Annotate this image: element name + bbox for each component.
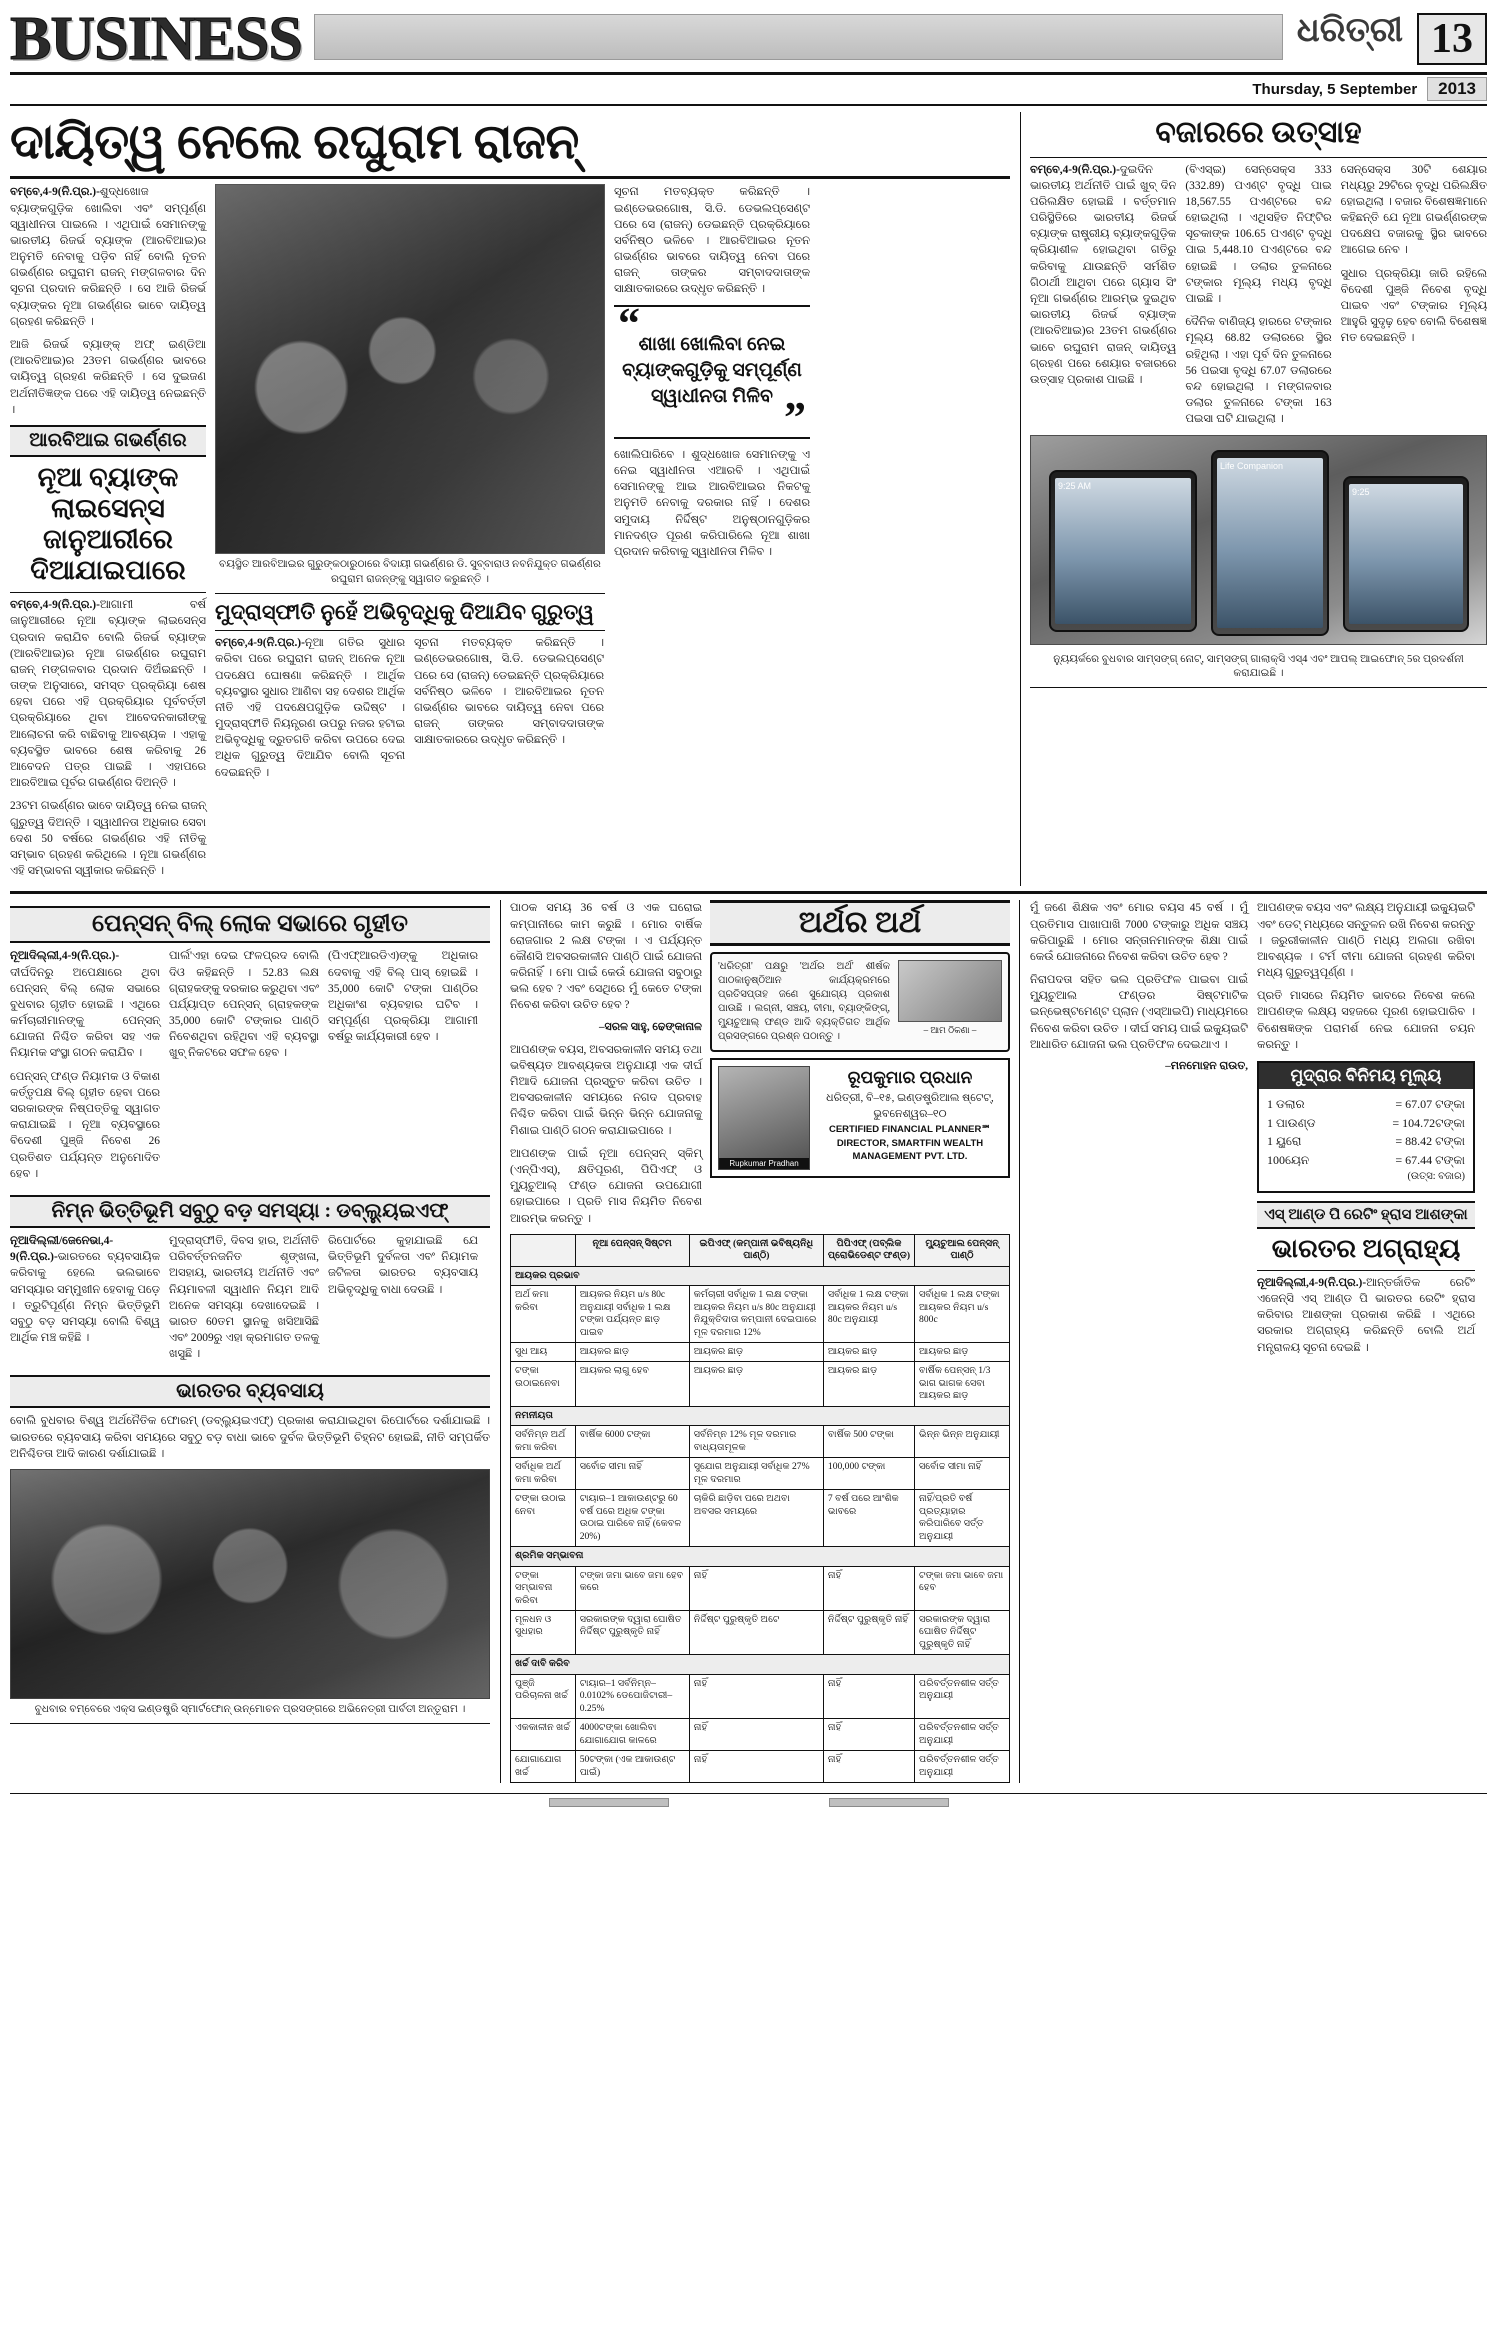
cell: ଟଙ୍କା ଉଠାଇନେବା xyxy=(511,1362,576,1406)
smartphones-caption: ନ୍ୟୁୟର୍କରେ ବୁଧବାର ସାମ୍‌ସଙ୍ଗ୍ ନୋଟ୍, ସାମ୍‌ସଙ୍ଗ୍ ଗାଲାକ୍ସି ଏସ୍‌4 ଏବଂ ଆପଲ୍ ଆଇଫୋନ୍ 5ର ପ୍ରଦର୍ଶନୀ କରାଯାଇଛି । xyxy=(1030,649,1487,689)
planner-info xyxy=(818,1066,1002,1164)
telecom-paragraph: ବୋଲି ବୁଧବାର ବିଶ୍ୱ ଅର୍ଥନୈତିକ ଫୋରମ୍ (ଡବ୍ଲ୍ୟୁଇଏଫ୍) ପ୍ରକାଶ କରାଯାଇଥିବା ରିପୋର୍ଟରେ ଦର୍ଶାଯାଇଛି । ଭାରତରେ ବ୍ୟବସାୟ କରିବା ସମୟରେ ସବୁଠୁ ବଡ଼ ବାଧା ଭାବେ ଦୁର୍ବଳ ଭିତ୍ତିଭୂମି ଚିହ୍ନଟ ହୋଇଛି, ନୀତି ସମ୍ପର୍କିତ ଅନିଶ୍ଚିତତା ଆଦି କାରଣ ଦର୍ଶାଯାଇଛି । xyxy=(10,1415,490,1460)
table-head xyxy=(511,1234,1010,1266)
wef-paragraph-1 xyxy=(10,1233,160,1346)
cell: ଆୟକର ଛାଡ଼ xyxy=(575,1343,689,1362)
page-number: 13 xyxy=(1417,13,1487,65)
footer-strip xyxy=(10,1793,1487,1807)
market-headline: ବଜାରରେ ଉତ୍ସାହ xyxy=(1155,116,1362,149)
cell: ସର୍ବାଧିକ 1 ଲକ୍ଷ ଟଙ୍କା ଆୟକର ନିୟମ u/s 800c xyxy=(915,1286,1010,1343)
pension-paragraph-2: ପେନ୍‌ସନ୍ ଫଣ୍ଡ ନିୟାମକ ଓ ବିକାଶ କର୍ତ୍ତୃପକ୍ଷ ବିଲ୍ ଗୃହୀତ ହେବା ପରେ ସରକାରଙ୍କ ନିଷ୍ପତ୍ତିକୁ ସ୍ୱାଗତ କରାଯାଇଛି । ନୂଆ ବ୍ୟବସ୍ଥାରେ ବିଦେଶୀ ପୁଞ୍ଜି ନିବେଶ 26 ପ୍ରତିଶତ ପର୍ଯ୍ୟନ୍ତ ଅନୁମୋଦିତ ହେବ । xyxy=(10,1070,160,1180)
cell: 4000ଟଙ୍କା ଖୋଲିବା ଯୋଗାଯୋଗ କାଳରେ xyxy=(575,1719,689,1751)
forex-currency: 1 ଡଲାର xyxy=(1267,1097,1305,1112)
cell: 50ଟଙ୍କା (ଏକ ଆକାଉଣ୍ଟ ପାଇଁ) xyxy=(575,1751,689,1783)
cell: ଆୟକର ଲାଗୁ ହେବ xyxy=(575,1362,689,1406)
pension-paragraph-3: ପାର୍ଲ'ଏହା ଦେଇ ଫଳପ୍ରଦ ବୋଲି ଦିଓ କହିଛନ୍ତି । 52.83 ଲକ୍ଷ ଗ୍ରାହକଙ୍କୁ ଦରକାର କରୁଥିବା ଏବଂ ପର୍ଯ୍ୟାପ୍ତ ପେନ୍‌ସନ୍ ଗ୍ରାହକଙ୍କ 35,000 କୋଟି ଟଙ୍କାର ପାଣ୍ଠି ନିବେଶଥିବା ରହିଥିବା ଏହି ବ୍ୟବସ୍ଥା ଖୁବ୍ ନିକଟରେ ସଫଳ ହେବ । xyxy=(169,950,320,1060)
pension-block xyxy=(10,900,490,1783)
cell: ଯୋଗାଯୋଗ ଖର୍ଚ୍ଚ xyxy=(511,1751,576,1783)
cell: ଆୟକର ଛାଡ଼ xyxy=(823,1343,914,1362)
cell: ନାହିଁ xyxy=(823,1566,914,1610)
pension-col-3 xyxy=(328,948,478,1189)
wef-col-2 xyxy=(169,1233,319,1370)
market-col-1 xyxy=(1030,162,1176,435)
cell: ଅର୍ଥ କମା କରିବା xyxy=(511,1286,576,1343)
quote-body-paragraph: ଖୋଲିପାରିବେ । ଶୁଦ୍ଧଖୋଜ ସେମାନଙ୍କୁ ଏ ନେଇ ସ୍ୱାଧୀନତା ଏଆରବି । ଏଥିପାଇଁ ସେମାନଙ୍କୁ ଆଇ ଆରବିଆଇର ନିକଟକୁ ଅନୁମତି ନେବାକୁ ଦରକାର ନାହିଁ । ଦେଶର ସମୁଦାୟ ନିର୍ଦ୍ଦିଷ୍ଟ ଅନୁଷ୍ଠାନଗୁଡ଼ିକର ମାନଦଣ୍ଡ ପୂରଣ କରିପାରିଲେ ନୂଆ ଶାଖା ପ୍ରଦାନ କରିବାକୁ ସ୍ୱାଧୀନତା ମିଳିବ । xyxy=(614,448,810,558)
masthead xyxy=(10,5,1487,75)
cell: କର୍ମଚାରୀ ସର୍ବାଧିକ 1 ଲକ୍ଷ ଟଙ୍କା ଆୟକର ନିୟମ u/s 80c ଅନୁଯାୟୀ ନିଯୁକ୍ତିଦାତା କମ୍ପାନୀ ଦେଇପାରେ ମୂଳ ଦରମାର 12% xyxy=(689,1286,823,1343)
cell: ପରିବର୍ତ୍ତନଶୀଳ ସର୍ତ୍ତ ଅନୁଯାୟୀ xyxy=(915,1751,1010,1783)
cell: ସର୍ବାଧିକ ଅର୍ଥ କମା କରିବା xyxy=(511,1458,576,1490)
th-2: ଇପିଏଫ୍ (କମ୍ପାନୀ ଭବିଷ୍ୟନିଧି ପାଣ୍ଠି) xyxy=(689,1234,823,1266)
pension-paragraph-4: (ପିଏଫ୍‌ଆରଡିଏ)ଙ୍କୁ ଅଧିକାର ଦେବାକୁ ଏହି ବିଲ୍ ପାସ୍ ହୋଇଛି । 35,000 କୋଟି ଟଙ୍କା ପାଣ୍ଠିର ଅଧିକାଂଶ ବ୍ୟବହାର ଘଟିବ । ସମ୍ପୂର୍ଣ୍ଣ ପ୍ରକ୍ରିୟା ଆଗାମୀ ବର୍ଷରୁ କାର୍ଯ୍ୟକାରୀ ହେବ । xyxy=(328,950,478,1044)
wef-col-3 xyxy=(328,1233,478,1370)
cell: ଟାୟାର–1 ଆକାଉଣ୍ଟରୁ 60 ବର୍ଷ ପରେ ଅଧିକ ଟଙ୍କା ଉଠାଇ ପାରିବେ ନାହିଁ (କେବଳ 20%) xyxy=(575,1490,689,1547)
cell: ସର୍ବୋଚ୍ଚ ସୀମା ନାହିଁ xyxy=(915,1458,1010,1490)
cell: ଆୟକର ଛାଡ଼ xyxy=(915,1343,1010,1362)
forex-row xyxy=(1267,1151,1465,1170)
masthead-brand-odia: ଧରିତ୍ରୀ xyxy=(1296,12,1403,49)
cell: ନାହିଁ/ପ୍ରତି ବର୍ଷ ପ୍ରତ୍ୟାହାର କରିପାରିବେ ସର୍ତ୍ତ ଅନୁଯାୟୀ xyxy=(915,1490,1010,1547)
advice-answer-2: ଆପଣଙ୍କ ପାଇଁ ନୂଆ ପେନ୍‌ସନ୍ ସ୍କିମ୍ (ଏନ୍‌ପିଏସ୍), କ୍ଷତିପୂରଣ, ପିପିଏଫ୍ ଓ ମ୍ୟୁଚୁଆଲ୍ ଫଣ୍ଡ ଯୋଜନା ଉପଯୋଗୀ ହୋଇପାରେ । ପ୍ରତି ମାସ ନିୟମିତ ନିବେଶ ଆରମ୍ଭ କରନ୍ତୁ । xyxy=(510,1147,702,1225)
cell: ନାହିଁ xyxy=(689,1566,823,1610)
reader-answer-3: ଆପଣଙ୍କ ବୟସ ଏବଂ ଲକ୍ଷ୍ୟ ଅନୁଯାୟୀ ଇକ୍ୟୁଇଟି ଏବଂ ଡେଟ୍ ମଧ୍ୟରେ ସନ୍ତୁଳନ ରଖି ନିବେଶ କରନ୍ତୁ । ଜରୁରୀକାଳୀନ ପାଣ୍ଠି ମଧ୍ୟ ଅଲଗା ରଖିବା ଆବଶ୍ୟକ । ଟର୍ମ ବୀମା ଯୋଜନା ଗ୍ରହଣ କରିବା ମଧ୍ୟ ଗୁରୁତ୍ୱପୂର୍ଣ୍ଣ । xyxy=(1257,902,1475,980)
rupee-seal-icon xyxy=(898,960,1002,1022)
cell: ବାର୍ଷିକ 6000 ଟଙ୍କା xyxy=(575,1426,689,1458)
market-col-3 xyxy=(1341,162,1487,435)
right-rail-col-1 xyxy=(1030,900,1248,1362)
market-story-block xyxy=(1020,112,1487,886)
advice-question: ପାଠକ ସମୟ 36 ବର୍ଷ ଓ ଏକ ଘରୋଇ କମ୍ପାନୀରେ କାମ କରୁଛି । ମୋର ବାର୍ଷିକ ରୋଜଗାର 2 ଲକ୍ଷ ଟଙ୍କା । ଏ ପର୍ଯ୍ୟନ୍ତ କୌଣସି ଅବସରକାଳୀନ ପାଣ୍ଠି ପାଇଁ ଯୋଜନା କରିନାହିଁ । ମୋ ପାଇଁ କେଉଁ ଯୋଜନା ସବୁଠାରୁ ଭଲ ହେବ ? ଏବଂ ସେଥିରେ ମୁଁ କେତେ ଟଙ୍କା ନିବେଶ କରିବା ଉଚିତ ହେବ ? xyxy=(510,902,702,1012)
cell: ସୁଧ ଆୟ xyxy=(511,1343,576,1362)
table-row xyxy=(511,1674,1010,1718)
pension-p1-text: ଦୀର୍ଘଦିନରୁ ଅପେକ୍ଷାରେ ଥିବା ପେନ୍‌ସନ୍ ବିଲ୍ ଲୋକ ସଭାରେ ବୁଧବାର ଗୃହୀତ ହୋଇଛି । ଏଥିରେ କର୍ମଚାରୀମାନଙ୍କୁ ପେନ୍‌ସନ୍ ଯୋଜନା ନିଶ୍ଚିତ କରିବା ସହ ଏକ ନିୟାମକ ସଂସ୍ଥା ଗଠନ କରାଯିବ । xyxy=(10,966,160,1060)
cell: ପରିବର୍ତ୍ତନଶୀଳ ସର୍ତ୍ତ ଅନୁଯାୟୀ xyxy=(915,1674,1010,1718)
lead-paragraph-1 xyxy=(10,184,206,330)
table-header-row xyxy=(511,1234,1010,1266)
issue-year: 2013 xyxy=(1427,77,1487,101)
cell: ଭିନ୍ନ ଭିନ୍ନ ଅନୁଯାୟୀ xyxy=(915,1426,1010,1458)
cell: ଚାକିରି ଛାଡ଼ିବା ପରେ ଅଥବା ଅବସର ସମୟରେ xyxy=(689,1490,823,1547)
lead-story-block xyxy=(10,112,1010,886)
wef-paragraph-2: ମୁଦ୍ରାସ୍ଫୀତି, ଦିବସ ହାର, ଅର୍ଥନୀତି ପରିବର୍ତ୍ତନଜନିତ ଶୃଙ୍ଖଳା, ଅସହାୟ, ଭାରତୀୟ ଅର୍ଥନୀତି ଏବଂ ନିୟମାବଳୀ ସ୍ୱାଧୀନ ନିୟମ ଆଦି ଅନେକ ସମସ୍ୟା ଦେଖାଦେଇଛି । ଭାରତ 60ତମ ସ୍ଥାନକୁ ଖସିଆସିଛି ଏବଂ 2009ରୁ ଏହା କ୍ରମାଗତ ତଳକୁ ଖସୁଛି । xyxy=(169,1234,319,1361)
market-paragraph-1 xyxy=(1030,162,1176,389)
cell: ଆୟକର ଛାଡ଼ xyxy=(689,1343,823,1362)
table-row xyxy=(511,1490,1010,1547)
sp-rating-text: ଆନ୍ତର୍ଜାତିକ ରେଟିଂ ଏଜେନ୍ସି ଏସ୍ ଆଣ୍ଡ ପି ଭାରତର ରେଟିଂ ହ୍ରାସ କରିବାର ଆଶଙ୍କା ପ୍ରକାଶ କରିଛି । ଏଥିରେ ସରକାର ଅଗ୍ରାହ୍ୟ କରିଛନ୍ତି ବୋଲି ଅର୍ଥ ମନ୍ତ୍ରାଳୟ ସୂଚନା ଦେଇଛି । xyxy=(1257,1276,1475,1354)
cell: ଏକକାଳୀନ ଖର୍ଚ୍ଚ xyxy=(511,1719,576,1751)
lead-column-2 xyxy=(215,184,605,886)
forex-row xyxy=(1267,1095,1465,1114)
section-title-3: ଖର୍ଚ୍ଚ ଦାବି କରିବ xyxy=(511,1655,1010,1674)
forex-source-note: (ଉତ୍ସ: ବଜାର) xyxy=(1407,1171,1465,1183)
cell: ସର୍ବନିମ୍ନ 12% ମୂଳ ଦରମାର ବାଧ୍ୟତାମୂଳକ xyxy=(689,1426,823,1458)
cell: ସର୍ବାଧିକ 1 ଲକ୍ଷ ଟଙ୍କା ଆୟକର ନିୟମ u/s 80c ଅନୁଯାୟୀ xyxy=(823,1286,914,1343)
forex-currency: 100ୟେନ xyxy=(1267,1152,1310,1167)
planner-card xyxy=(710,1058,1010,1178)
cell: ବାର୍ଷିକ 500 ଟଙ୍କା xyxy=(823,1426,914,1458)
advice-block xyxy=(500,900,1020,1783)
footer-mark-right xyxy=(829,1798,949,1807)
forex-value: = 88.42 ଟଙ୍କା xyxy=(1395,1134,1465,1149)
pull-quote-text: ଶାଖା ଖୋଲିବା ନେଇ ବ୍ୟାଙ୍କଗୁଡ଼ିକୁ ସମ୍ପୂର୍ଣ୍ଣ ସ୍ୱାଧୀନତା ମିଳିବ xyxy=(622,334,802,407)
phone-galaxy-screen: Life Companion xyxy=(1217,458,1323,628)
advice-question-col xyxy=(510,900,702,1233)
planner-name: ରୂପକୁମାର ପ୍ରଧାନ xyxy=(847,1068,973,1088)
dateline-bar xyxy=(10,75,1487,106)
forex-row xyxy=(1267,1132,1465,1151)
quote-lead-paragraph: ସୂଚନା ମତବ୍ୟକ୍ତ କରିଛନ୍ତି । ଇଣ୍ଡେଭରଗୋଷ, ସି.ଡି. ଡେଭଲପ୍‌ସେଣ୍ଟ ପରେ ସେ (ରାଜନ୍) ଡେଇଛନ୍ତି ପ୍ରକ୍ରିୟାରେ ସର୍ବନିଷ୍ଠ ଭଳିବେ । ଆରବିଆଇର ନୂତନ ଗଭର୍ଣ୍ଣର ଭାବରେ ଦାୟିତ୍ୱ ନେବା ପରେ ରାଜନ୍ ତାଙ୍କର ସମ୍ବାଦଦାତାଙ୍କ ସାକ୍ଷାତକାରରେ ଉଦ୍ଧୃତ କରିଛନ୍ତି । xyxy=(614,186,810,296)
cell: ଟାୟାର–1 ସର୍ବନିମ୍ନ–0.0102% ଡେପୋଜିଟାରୀ–0.25% xyxy=(575,1674,689,1718)
bank-licence-subhead: ନୂଆ ବ୍ୟାଙ୍କ ଲାଇସେନ୍ସ ଜାନୁଆରୀରେ ଦିଆଯାଇପାରେ xyxy=(30,461,186,586)
advice-invite-text: 'ଧରିତ୍ରୀ' ପକ୍ଷରୁ 'ଅର୍ଥର ଅର୍ଥ' ଶୀର୍ଷକ ପାଠକାନୁଷ୍ଠିଆନ କାର୍ଯ୍ୟକ୍ରମରେ ପ୍ରତିସପ୍ତାହ ଜଣେ ସୁଯୋଗ୍ୟ ପ୍ରକାଶ ପାଉଛି । ଲଗ୍ନୀ, ସଞ୍ଚୟ, ବୀମା, ବ୍ୟାଙ୍କିଙ୍ଗ୍, ମ୍ୟୁଚୁଆଲ୍ ଫଣ୍ଡ ଆଦି ବ୍ୟକ୍ତିଗତ ଆର୍ଥିକ ପ୍ରସଙ୍ଗରେ ପ୍ରଶ୍ନ ପଠାନ୍ତୁ । xyxy=(718,961,890,1043)
inflation-col-a xyxy=(215,635,405,788)
table-row xyxy=(511,1362,1010,1406)
wef-col-1 xyxy=(10,1233,160,1370)
right-rail xyxy=(1030,900,1486,1783)
cell: ପୁଞ୍ଜି ପରିଚାଳନା ଖର୍ଚ୍ଚ xyxy=(511,1674,576,1718)
quote-close-icon: ” xyxy=(784,393,806,443)
planner-address: ଧରିତ୍ରୀ, ବି–୧୫, ଇଣ୍ଡଷ୍ଟ୍ରିଆଲ ଷ୍ଟେଟ୍, ଭୁବନେଶ୍ୱର–୧୦ xyxy=(826,1091,994,1120)
forex-value: = 67.07 ଟଙ୍କା xyxy=(1395,1097,1465,1112)
table-row xyxy=(511,1426,1010,1458)
cell: ଟଙ୍କା ଜମା ଭାବେ ଜମା ହେବ କରେ xyxy=(575,1566,689,1610)
planner-credential: CERTIFIED FINANCIAL PLANNER℠ xyxy=(828,1123,992,1135)
table-section-row xyxy=(511,1266,1010,1285)
licence-dateline: ବମ୍ବେ,4-9(ନି.ପ୍ର.)- xyxy=(10,599,100,612)
planner-title: DIRECTOR, SMARTFIN WEALTH MANAGEMENT PVT. LTD. xyxy=(836,1137,984,1163)
smartphone-launch-photo xyxy=(10,1469,490,1699)
th-0 xyxy=(511,1234,576,1266)
table-row xyxy=(511,1286,1010,1343)
telecom-headline: ଭାରତର ବ୍ୟବସାୟ xyxy=(10,1375,490,1408)
sp-rating-paragraph xyxy=(1257,1275,1475,1356)
pension-headline: ପେନ୍‌ସନ୍ ବିଲ୍ ଲୋକ ସଭାରେ ଗୃହୀତ xyxy=(10,906,490,943)
cell: ଟଙ୍କା ସମ୍ଭାବନା କରିବା xyxy=(511,1566,576,1610)
market-paragraph-4: ଦୈନିକ ବାଣିଜ୍ୟ ହାରରେ ଟଙ୍କାର ମୂଲ୍ୟ 68.82 ଡଲାରରେ ସ୍ଥିର ରହିଥିଲା । ଏହା ପୂର୍ବ ଦିନ ତୁଳନାରେ 56 ପଇସା ବୃଦ୍ଧି 67.07 ଡଲାରରେ ବନ୍ଦ ହୋଇଥିଲା । ମଙ୍ଗଳବାର ଡଲାର ତୁଳନାରେ ଟଙ୍କା 163 ପଇସା ଘଟି ଯାଇଥିଲା । xyxy=(1185,316,1332,426)
lead-dateline: ବମ୍ବେ,4-9(ନି.ପ୍ର.)- xyxy=(10,186,100,199)
reader-question-2: ମୁଁ ଜଣେ ଶିକ୍ଷକ ଏବଂ ମୋର ବୟସ 45 ବର୍ଷ । ମୁଁ ପ୍ରତିମାସ ପାଖାପାଖି 7000 ଟଙ୍କାରୁ ଅଧିକ ସଞ୍ଚୟ କରିପାରୁଛି । ମୋର ସନ୍ତାନମାନଙ୍କ ଶିକ୍ଷା ପାଇଁ କେଉଁ ଯୋଜନାରେ ନିବେଶ କରିବା ଉଚିତ ହେବ ? xyxy=(1030,902,1248,963)
masthead-title: BUSINESS xyxy=(10,5,302,73)
th-1: ନୂଆ ପେନ୍‌ସନ୍ ସିଷ୍ଟମ xyxy=(575,1234,689,1266)
advice-question-signature: –ସରଳ ସାହୁ, ଢେଙ୍କାନାଳ xyxy=(599,1020,702,1033)
cell: ସର୍ବୋଚ୍ଚ ସୀମା ନାହିଁ xyxy=(575,1458,689,1490)
table-row xyxy=(511,1610,1010,1654)
right-rail-col-2 xyxy=(1257,900,1475,1362)
forex-rates-body xyxy=(1259,1089,1473,1191)
advice-brand-col xyxy=(710,900,1010,1233)
cell: ନାହିଁ xyxy=(823,1674,914,1718)
planner-photo xyxy=(718,1066,810,1170)
advice-seal xyxy=(898,960,1002,1044)
inflation-p1-text: ନୂଆ ଗତିର ସୁଧାର କରିବା ପରେ ରଘୁରାମ ରାଜନ୍ ଅନେକ ନୂଆ ପଦକ୍ଷେପ ଘୋଷଣା କରିଛନ୍ତି । ଆର୍ଥିକ ବ୍ୟବସ୍ଥାର ସୁଧାର ଆଣିବା ସହ ଦେଶର ଆର୍ଥିକ ନୀତି ଏହି ପଦକ୍ଷେପଗୁଡ଼ିକ ଉଦ୍ଦିଷ୍ଟ । ମୁଦ୍ରାସ୍ଫୀତି ନିୟନ୍ତ୍ରଣ ଉପରୁ ନଜର ହଟାଇ ଅଭିବୃଦ୍ଧିକୁ ଦ୍ରୁତଗତି କରିବା ଉପରେ ଦେଇ ଅଧିକ ଗୁରୁତ୍ୱ ଦିଆଯିବ ବୋଲି ସୂଚନା ଦେଇଛନ୍ତି । xyxy=(215,637,405,779)
cell: ସର୍ବନିମ୍ନ ଅର୍ଥ କମା କରିବା xyxy=(511,1426,576,1458)
pull-quote xyxy=(614,298,810,443)
lead-paragraph-2: ଆଜି ରିଜର୍ଭ ବ୍ୟାଙ୍କ୍ ଅଫ୍ ଇଣ୍ଡିଆ (ଆରବିଆଇ)ର 23ତମ ଗଭର୍ଣ୍ଣର ଭାବରେ ଦାୟିତ୍ୱ ଗ୍ରହଣ କରିଛନ୍ତି । ସେ ଦୁଇଜଣ ଅର୍ଥନୀତିଜ୍ଞଙ୍କ ପରେ ଏହି ଦାୟିତ୍ୱ ନେଇଛନ୍ତି । xyxy=(10,339,206,416)
wef-headline: ନିମ୍ନ ଭିତ୍ତିଭୂମି ସବୁଠୁ ବଡ଼ ସମସ୍ୟା : ଡବ୍ଲ୍ୟୁଇଏଫ୍ xyxy=(10,1195,490,1228)
forex-row xyxy=(1267,1114,1465,1133)
market-dateline: ବମ୍ବେ,4-9(ନି.ପ୍ର.)- xyxy=(1030,163,1120,176)
section-title-1: ନମନୀୟତା xyxy=(511,1406,1010,1425)
market-col-2 xyxy=(1185,162,1331,435)
inflation-dateline: ବମ୍ବେ,4-9(ନି.ପ୍ର.)- xyxy=(215,637,305,650)
top-section xyxy=(10,112,1487,886)
pension-paragraph-1 xyxy=(10,948,160,1061)
advice-address-label: – ଆମ ଠିକଣା – xyxy=(923,1025,977,1036)
cell: ମୂଳଧନ ଓ ସୁଧହାର xyxy=(511,1610,576,1654)
phone-note-screen: 9:25 AM xyxy=(1055,478,1191,624)
rbi-handover-caption: ବୟସ୍ଥିତ ଆରବିଆଇର ଗୁରୁଙ୍କଠାରୁଠାରେ ବିଦାୟୀ ଗଭର୍ଣ୍ଣର ଡି. ସୁବ୍ବାରାଓ ନବନିଯୁକ୍ତ ଗଭର୍ଣ୍ଣର ରଘୁରାମ ରାଜନ୍‌ଙ୍କୁ ସ୍ୱାଗତ କରୁଛନ୍ତି । xyxy=(215,554,605,594)
forex-currency: 1 ୟୁରୋ xyxy=(1267,1134,1302,1149)
sp-rating-dateline: ନୂଆଦିଲ୍ଲୀ,4-9(ନି.ପ୍ର.)- xyxy=(1257,1276,1367,1289)
cell: ଆୟକର ଛାଡ଼ xyxy=(689,1362,823,1406)
th-3: ପିପିଏଫ୍ (ପବ୍ଲିକ ପ୍ରୋଭିଡେଣ୍ଟ ଫଣ୍ଡ) xyxy=(823,1234,914,1266)
sp-rating-kicker: ଏସ୍ ଆଣ୍ଡ ପି ରେଟିଂ ହ୍ରାସ ଆଶଙ୍କା xyxy=(1257,1201,1475,1229)
table-section-row xyxy=(511,1547,1010,1566)
licence-paragraph-2: 23ଟମ ଗଭର୍ଣ୍ଣର ଭାବେ ଦାୟିତ୍ୱ ନେଇ ରାଜନ୍ ଗୁରୁତ୍ୱ ଦିଅନ୍ତି । ସ୍ୱାଧୀନତା ଅଧିକାର ସେବା ଦେଶ 50 ବର୍ଷରେ ଗଭର୍ଣ୍ଣର ଏହି ନୀତିକୁ ସମ୍ଭାବ ଗ୍ରହଣ କରିଥିଲେ । ନୂଆ ଗଭର୍ଣ୍ଣର ଏହି ସମ୍ଭାବନା ସ୍ୱୀକାର କରିଛନ୍ତି । xyxy=(10,800,206,878)
planner-photo-name: Rupkumar Pradhan xyxy=(719,1158,809,1169)
table-section-row xyxy=(511,1655,1010,1674)
table-row xyxy=(511,1719,1010,1751)
wef-dateline: ନୂଆଦିଲ୍ଲୀ/ଜେନେଭା,4-9(ନି.ପ୍ର.)- xyxy=(10,1234,114,1264)
pension-col-2 xyxy=(169,948,319,1189)
inflation-paragraph-1 xyxy=(215,635,405,781)
cell: ବାର୍ଷିକ ପେନ୍‌ସନ୍ 1/3 ଭାଗ ଭାଗକ ସେବା ଆୟକର ଛାଡ଼ xyxy=(915,1362,1010,1406)
cell: ନାହିଁ xyxy=(689,1674,823,1718)
masthead-decor-bar xyxy=(314,14,1283,60)
market-paragraph-2: (ବିଏସ୍‌ଇ) ସେନ୍‌ସେକ୍‌ସ 333 (332.89) ପଏଣ୍ଟ ବୃଦ୍ଧି ପାଇ 18,567.55 ପଏଣ୍ଟରେ ବନ୍ଦ ହୋଇଥିଲା । ଏଥିସହିତ ନିଫ୍‌ଟିର ସୂଚକାଙ୍କ 106.65 ପଏଣ୍ଟ ବୃଦ୍ଧି ପାଇ 5,448.10 ପଏଣ୍ଟରେ ବନ୍ଦ ହୋଇଛି । ଡଲାର ତୁଳନାରେ ଟଙ୍କାର ମୂଲ୍ୟ ମଧ୍ୟ ବୃଦ୍ଧି ପାଇଛି । xyxy=(1185,163,1332,305)
cell: ନାହିଁ xyxy=(689,1751,823,1783)
advice-section-title: ଅର୍ଥର ଅର୍ଥ xyxy=(710,900,1010,946)
market-paragraph-3: ସେନ୍‌ସେକ୍‌ସ 30ଟି ଶେୟାର ମଧ୍ୟରୁ 29ଟିରେ ବୃଦ୍ଧି ପରିଲକ୍ଷିତ ହୋଇଥିଲା । ବଜାର ବିଶେଷଜ୍ଞମାନେ କହିଛନ୍ତି ଯେ ନୂଆ ଗଭର୍ଣ୍ଣରଙ୍କ ପଦକ୍ଷେପ ବଜାରକୁ ସ୍ଥିର ଭାବରେ ଆଗେଇ ନେବ । xyxy=(1340,163,1487,257)
pension-col-1 xyxy=(10,948,160,1189)
cell: ଟଙ୍କା ଉଠାଇ ନେବା xyxy=(511,1490,576,1547)
cell: ସୁଯୋଗ ଅନୁଯାୟୀ ସର୍ବାଧିକ 27% ମୂଳ ଦରମାର xyxy=(689,1458,823,1490)
middle-section xyxy=(10,900,1487,1783)
advice-invite-box xyxy=(710,952,1010,1052)
forex-value: = 104.72ଟଙ୍କା xyxy=(1392,1115,1465,1130)
sp-rating-headline: ଭାରତର ଅଗ୍ରାହ୍ୟ xyxy=(1271,1233,1461,1263)
table-row xyxy=(511,1751,1010,1783)
wef-p1-text: ଭାରତରେ ବ୍ୟବସାୟିକ କରିବାକୁ ହେଲେ ଭଲଭାବେ ସମସ୍ୟାର ସମ୍ମୁଖୀନ ହେବାକୁ ପଡ଼େ । ତ୍ରୁଟିପୂର୍ଣ୍ଣ ନିମ୍ନ ଭିତ୍ତିଭୂମି ସବୁଠୁ ବଡ଼ ସମସ୍ୟା ବୋଲି ବିଶ୍ୱ ଆର୍ଥିକ ମଞ୍ଚ କହିଛି । xyxy=(10,1251,160,1345)
table-section-row xyxy=(511,1406,1010,1425)
smartphone-launch-caption: ବୁଧବାର ବମ୍ବେରେ ଏକ୍ସ ଇଣ୍ଡଷ୍ଟ୍ରି ସ୍ମାର୍ଟଫୋନ୍ ଉନ୍ମୋଚନ ପ୍ରସଙ୍ଗରେ ଅଭିନେତ୍ରୀ ପାର୍ବତୀ ଅନ୍ତୂରାମ । xyxy=(10,1699,490,1724)
cell: 100,000 ଟଙ୍କା xyxy=(823,1458,914,1490)
rbi-governor-boxhead: ଆରବିଆଇ ଗଭର୍ଣ୍ଣର xyxy=(10,425,206,457)
cell: ଟଙ୍କା ଜମା ଭାବେ ଜମା ହେବ xyxy=(915,1566,1010,1610)
table-row xyxy=(511,1343,1010,1362)
forex-currency: 1 ପାଉଣ୍ଡ xyxy=(1267,1115,1316,1130)
cell: ନାହିଁ xyxy=(823,1719,914,1751)
section-title-0: ଆୟକର ପ୍ରଭାବ xyxy=(511,1266,1010,1285)
inflation-growth-subhead: ମୁଦ୍ରାସ୍ଫୀତି ନୁହେଁ ଅଭିବୃଦ୍ଧିକୁ ଦିଆଯିବ ଗୁରୁତ୍ୱ xyxy=(215,599,595,624)
reader-signature-2: –ମନମୋହନ ରାଉତ, xyxy=(1165,1060,1248,1073)
issue-date: Thursday, 5 September xyxy=(1252,80,1418,98)
licence-paragraph-1 xyxy=(10,597,206,791)
licence-p1-text: ଆଗାମୀ ବର୍ଷ ଜାନୁଆରୀରେ ନୂଆ ବ୍ୟାଙ୍କ ଲାଇସେନ୍ସ ପ୍ରଦାନ କରାଯିବ ବୋଲି ରିଜର୍ଭ ବ୍ୟାଙ୍କ (ଆରବିଆଇ)ର ନୂଆ ଗଭର୍ଣ୍ଣର ରଘୁରାମ ରାଜନ୍ ମଙ୍ଗଳବାର ପ୍ରଦାନ ଦିଅଁଇଛନ୍ତି । ତାଙ୍କ ଅନୁସାରେ, ସମସ୍ତ ପ୍ରକ୍ରିୟା ଶେଷ ହେବା ପରେ ଏହି ପ୍ରକ୍ରିୟାର ପୂର୍ବବର୍ତ୍ତୀ ପ୍ରକ୍ରିୟାରେ ଥିବା ଆବେଦନକାରୀଙ୍କୁ ଆଲୋଚନା କରି ବାଛିବାକୁ ଆବଶ୍ୟକ । ଏହାକୁ ବ୍ୟବସ୍ଥିତ ଭାବରେ ଶେଷ କରିବାକୁ 26 ଆବେଦନ ପତ୍ର ପାଇଛି । ଏହାପରେ ଆରବିଆଇ ପୂର୍ବର ଗଭର୍ଣ୍ଣର ଦିଅନ୍ତି । xyxy=(10,599,206,790)
table-body xyxy=(511,1266,1010,1782)
section-title-2: ଶ୍ରମିକ ସମ୍ଭାବନା xyxy=(511,1547,1010,1566)
reader-answer-4: ପ୍ରତି ମାସରେ ନିୟମିତ ଭାବରେ ନିବେଶ କଲେ ଆପଣଙ୍କ ଲକ୍ଷ୍ୟ ସହଜରେ ପୂରଣ ହୋଇପାରିବ । ବିଶେଷଜ୍ଞଙ୍କ ପରାମର୍ଶ ନେଇ ଯୋଜନା ଚୟନ କରନ୍ତୁ । xyxy=(1257,990,1475,1051)
phone-iphone xyxy=(1343,476,1469,632)
phone-note xyxy=(1049,470,1197,632)
cell: 7 ବର୍ଷ ପରେ ଆଂଶିକ ଭାବରେ xyxy=(823,1490,914,1547)
footer-mark-left xyxy=(549,1798,669,1807)
cell: ଆୟକର ନିୟମ u/s 80c ଅନୁଯାୟୀ ସର୍ବାଧିକ 1 ଲକ୍ଷ ଟଙ୍କା ପର୍ଯ୍ୟନ୍ତ ଛାଡ଼ ପାଇବ xyxy=(575,1286,689,1343)
quote-open-icon: “ xyxy=(618,298,640,348)
lead-p1-text: ଶୁଦ୍ଧଖୋଜ ବ୍ୟାଙ୍କଗୁଡ଼ିକ ଖୋଲିବା ଏବଂ ସମ୍ପୂର୍ଣ୍ଣ ସ୍ୱାଧୀନତା ପାଇଲେ । ଏଥିପାଇଁ ସେମାନଙ୍କୁ ଭାରତୀୟ ରିଜର୍ଭ ବ୍ୟାଙ୍କ (ଆରବିଆଇ)ର ଅନୁମତି ନେବାକୁ ପଡ଼ିବ ନାହିଁ ବୋଲି ନୂତନ ଗଭର୍ଣ୍ଣର ରଘୁରାମ ରାଜନ୍ ମଙ୍ଗଳବାର ଦିନ ସୂଚନା ପ୍ରଦାନ କରିଛନ୍ତି । ସେ ଆଜି ରିଜର୍ଭ ବ୍ୟାଙ୍କର ନୂଆ ଗଭର୍ଣ୍ଣର ଭାବେ ଦାୟିତ୍ୱ ଗ୍ରହଣ କରିଛନ୍ତି । xyxy=(10,186,206,328)
pension-dateline: ନୂଆଦିଲ୍ଲୀ,4-9(ନି.ପ୍ର.)- xyxy=(10,950,120,963)
cell: ନାହିଁ xyxy=(689,1719,823,1751)
th-4: ମ୍ୟୁଚୁଆଲ ପେନ୍‌ସନ୍ ପାଣ୍ଠି xyxy=(915,1234,1010,1266)
lead-column-3 xyxy=(614,184,810,886)
pension-comparison-table xyxy=(510,1234,1010,1783)
forex-value: = 67.44 ଟଙ୍କା xyxy=(1395,1152,1465,1167)
advice-answer-1: ଆପଣଙ୍କ ବୟସ, ଅବସରକାଳୀନ ସମୟ ତଥା ଭବିଷ୍ୟତ ଆବଶ୍ୟକତା ଅନୁଯାୟୀ ଏକ ଦୀର୍ଘ ମିଆଦି ଯୋଜନା ପ୍ରସ୍ତୁତ କରିବା ଉଚିତ । ଅବସରକାଳୀନ ସମୟରେ ନଗଦ ପ୍ରବାହ ନିଶ୍ଚିତ କରିବା ପାଇଁ ଭିନ୍ନ ଭିନ୍ନ ଯୋଜନାକୁ ମିଶାଇ ପାଣ୍ଠି ଗଠନ କରାଯାଇପାରେ । xyxy=(510,1043,702,1137)
rbi-handover-photo xyxy=(215,184,605,554)
cell: ନିର୍ଦ୍ଦିଷ୍ଟ ପୁରୁଷ୍କୃତି ଅଟେ xyxy=(689,1610,823,1654)
cell: ନିର୍ଦ୍ଦିଷ୍ଟ ପୁରୁଷ୍କୃତି ନାହିଁ xyxy=(823,1610,914,1654)
wef-paragraph-3: ରିପୋର୍ଟରେ କୁହାଯାଇଛି ଯେ ଭିତ୍ତିଭୂମି ଦୁର୍ବଳତା ଏବଂ ନିୟାମକ ଜଟିଳତା ଭାରତର ବ୍ୟବସାୟ ଅଭିବୃଦ୍ଧିକୁ ବାଧା ଦେଉଛି । xyxy=(328,1234,478,1296)
cell: ଆୟକର ଛାଡ଼ xyxy=(823,1362,914,1406)
market-paragraph-5: ସୁଧାର ପ୍ରକ୍ରିୟା ଜାରି ରହିଲେ ବିଦେଶୀ ପୁଞ୍ଜି ନିବେଶ ବୃଦ୍ଧି ପାଇବ ଏବଂ ଟଙ୍କାର ମୂଲ୍ୟ ଆହୁରି ସୁଦୃଢ଼ ହେବ ବୋଲି ବିଶେଷଜ୍ଞ ମତ ଦେଇଛନ୍ତି । xyxy=(1340,267,1487,345)
inflation-col-b xyxy=(414,635,604,788)
phone-iphone-screen: 9:25 xyxy=(1349,484,1463,624)
market-p1-text: ଦୁଇଦିନ ଭାରତୀୟ ଅର୍ଥନୀତି ପାଇଁ ଖୁବ୍ ଦିନ ପରିଲକ୍ଷିତ ହୋଇଛି । ବର୍ତ୍ତମାନ ପରିସ୍ଥିତିରେ ଭାରତୀୟ ରିଜର୍ଭ ବ୍ୟାଙ୍କ ରାଷ୍ଟ୍ରୀୟ ବ୍ୟାଙ୍କଗୁଡ଼ିକ କ୍ରିୟାଶୀଳ ହୋଇଥିବା ଗତିରୁ କରିବାକୁ ଯାଉଛନ୍ତି ସର୍ମଶିତ ଗିଠାର୍ଥୀ ଆଥିବା ପରେ ଗ୍ୟାସ ସିଂ ନୂଆ ଗଭର୍ଣ୍ଣର ଆରମ୍ଭ ଦୁଇଥିବ ଭାରତୀୟ ରିଜର୍ଭ ବ୍ୟାଙ୍କ (ଆରବିଆଇ)ର 23ତମ ଗଭର୍ଣ୍ଣର ଭାବେ ରଘୁରାମ ରାଜନ୍ ଦାୟିତ୍ୱ ଗ୍ରହଣ ପରେ ଶେୟାର ବଜାରରେ ଉତ୍ସାହ ପ୍ରକାଶ ପାଇଛି । xyxy=(1030,163,1177,386)
inflation-paragraph-2: ସୂଚନା ମତବ୍ୟକ୍ତ କରିଛନ୍ତି । ଇଣ୍ଡେଭରଗୋଷ, ସି.ଡି. ଡେଭଲପ୍‌ସେଣ୍ଟ ପରେ ସେ (ରାଜନ୍) ଡେଇଛନ୍ତି ପ୍ରକ୍ରିୟାରେ ସର୍ବନିଷ୍ଠ ଭଳିବେ । ଆରବିଆଇର ନୂତନ ଗଭର୍ଣ୍ଣର ଭାବରେ ଦାୟିତ୍ୱ ନେବା ପରେ ରାଜନ୍ ତାଙ୍କର ସମ୍ବାଦଦାତାଙ୍କ ସାକ୍ଷାତକାରରେ ଉଦ୍ଧୃତ କରିଛନ୍ତି । xyxy=(414,637,604,747)
table-row xyxy=(511,1566,1010,1610)
phone-galaxy xyxy=(1211,450,1329,636)
cell: ସରକାରଙ୍କ ଦ୍ୱାରା ଘୋଷିତ ନିର୍ଦ୍ଦିଷ୍ଟ ପୁରୁଷ୍କୃତି ନାହିଁ xyxy=(915,1610,1010,1654)
lead-headline: ଦାୟିତ୍ୱ ନେଲେ ରଘୁରାମ ରାଜନ୍ xyxy=(10,114,579,169)
forex-rates-title: ମୁଦ୍ରାର ବିନିମୟ ମୂଲ୍ୟ xyxy=(1259,1063,1473,1089)
forex-rates-box xyxy=(1257,1061,1475,1193)
smartphones-photo xyxy=(1030,435,1487,645)
lead-column-1 xyxy=(10,184,206,886)
table-row xyxy=(511,1458,1010,1490)
cell: ପରିବର୍ତ୍ତନଶୀଳ ସର୍ତ୍ତ ଅନୁଯାୟୀ xyxy=(915,1719,1010,1751)
reader-answer-2: ନିରାପଦତା ସହିତ ଭଲ ପ୍ରତିଫଳ ପାଇବା ପାଇଁ ମ୍ୟୁଚୁଆଲ ଫଣ୍ଡର ସିଷ୍ଟମାଟିକ ଇନ୍‌ଭେଷ୍ଟମେଣ୍ଟ ପ୍ଲାନ (ଏସ୍‌ଆଇପି) ମାଧ୍ୟମରେ ନିବେଶ କରିବା ଉଚିତ । ଦୀର୍ଘ ସମୟ ପାଇଁ ଇକ୍ୟୁଇଟି ଆଧାରିତ ଯୋଜନା ଭଲ ପ୍ରତିଫଳ ଦେଇଥାଏ । xyxy=(1030,974,1248,1051)
cell: ସରକାରଙ୍କ ଦ୍ୱାରା ଘୋଷିତ ନିର୍ଦ୍ଦିଷ୍ଟ ପୁରୁଷ୍କୃତି ନାହିଁ xyxy=(575,1610,689,1654)
cell: ନାହିଁ xyxy=(823,1751,914,1783)
